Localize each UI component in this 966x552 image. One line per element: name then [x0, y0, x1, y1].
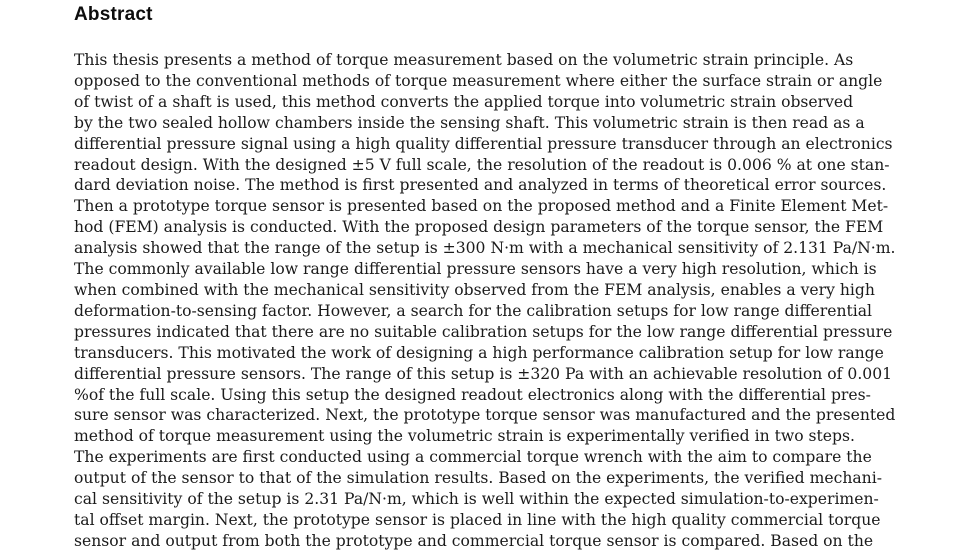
abstract-line: Then a prototype torque sensor is presented based on the proposed method and a Finite Element Met- [74, 197, 889, 216]
abstract-line: pressures indicated that there are no suitable calibration setups for the low range differential pressure [74, 322, 893, 341]
abstract-paragraph [74, 50, 920, 552]
abstract-line: analysis showed that the range of the setup is ±300 N·m with a mechanical sensitivity of 2.131 Pa/N·m. [74, 239, 896, 258]
abstract-line: output of the sensor to that of the simulation results. Based on the experiments, the verified mechani- [74, 469, 882, 488]
abstract-line: The commonly available low range differential pressure sensors have a very high resolution, which is [74, 260, 877, 279]
abstract-line: dard deviation noise. The method is first presented and analyzed in terms of theoretical error sources. [74, 176, 887, 195]
abstract-line: differential pressure signal using a high quality differential pressure transducer through an electronics [74, 134, 893, 153]
abstract-line: sure sensor was characterized. Next, the prototype torque sensor was manufactured and the presented [74, 406, 896, 425]
abstract-line: by the two sealed hollow chambers inside the sensing shaft. This volumetric strain is then read as a [74, 113, 865, 132]
abstract-line: sensor and output from both the prototype and commercial torque sensor is compared. Based on the [74, 531, 874, 550]
abstract-line: This thesis presents a method of torque measurement based on the volumetric strain principle. As [74, 51, 854, 69]
abstract-line: cal sensitivity of the setup is 2.31 Pa/N·m, which is well within the expected simulation-to-experimen- [74, 490, 879, 509]
abstract-line: opposed to the conventional methods of torque measurement where either the surface strain or angle [74, 71, 883, 90]
abstract-line: method of torque measurement using the volumetric strain is experimentally verified in two steps. [74, 427, 855, 446]
abstract-line: when combined with the mechanical sensitivity observed from the FEM analysis, enables a very high [74, 280, 875, 299]
abstract-line: differential pressure sensors. The range of this setup is ±320 Pa with an achievable resolution of 0.001 [74, 364, 893, 383]
abstract-line: transducers. This motivated the work of designing a high performance calibration setup for low range [74, 343, 884, 362]
abstract-line: deformation-to-sensing factor. However, a search for the calibration setups for low range differential [74, 301, 873, 320]
abstract-line: hod (FEM) analysis is conducted. With the proposed design parameters of the torque sensor, the FEM [74, 218, 884, 237]
abstract-line: of twist of a shaft is used, this method converts the applied torque into volumetric strain observed [74, 92, 854, 111]
abstract-line: %of the full scale. Using this setup the designed readout electronics along with the differential pres- [74, 385, 871, 404]
abstract-line: The experiments are first conducted using a commercial torque wrench with the aim to compare the [74, 448, 872, 467]
abstract-line: readout design. With the designed ±5 V full scale, the resolution of the readout is 0.006 % at one stan- [74, 155, 890, 174]
abstract-heading: Abstract [74, 4, 153, 25]
abstract-line: tal offset margin. Next, the prototype sensor is placed in line with the high quality commercial torque [74, 510, 881, 529]
